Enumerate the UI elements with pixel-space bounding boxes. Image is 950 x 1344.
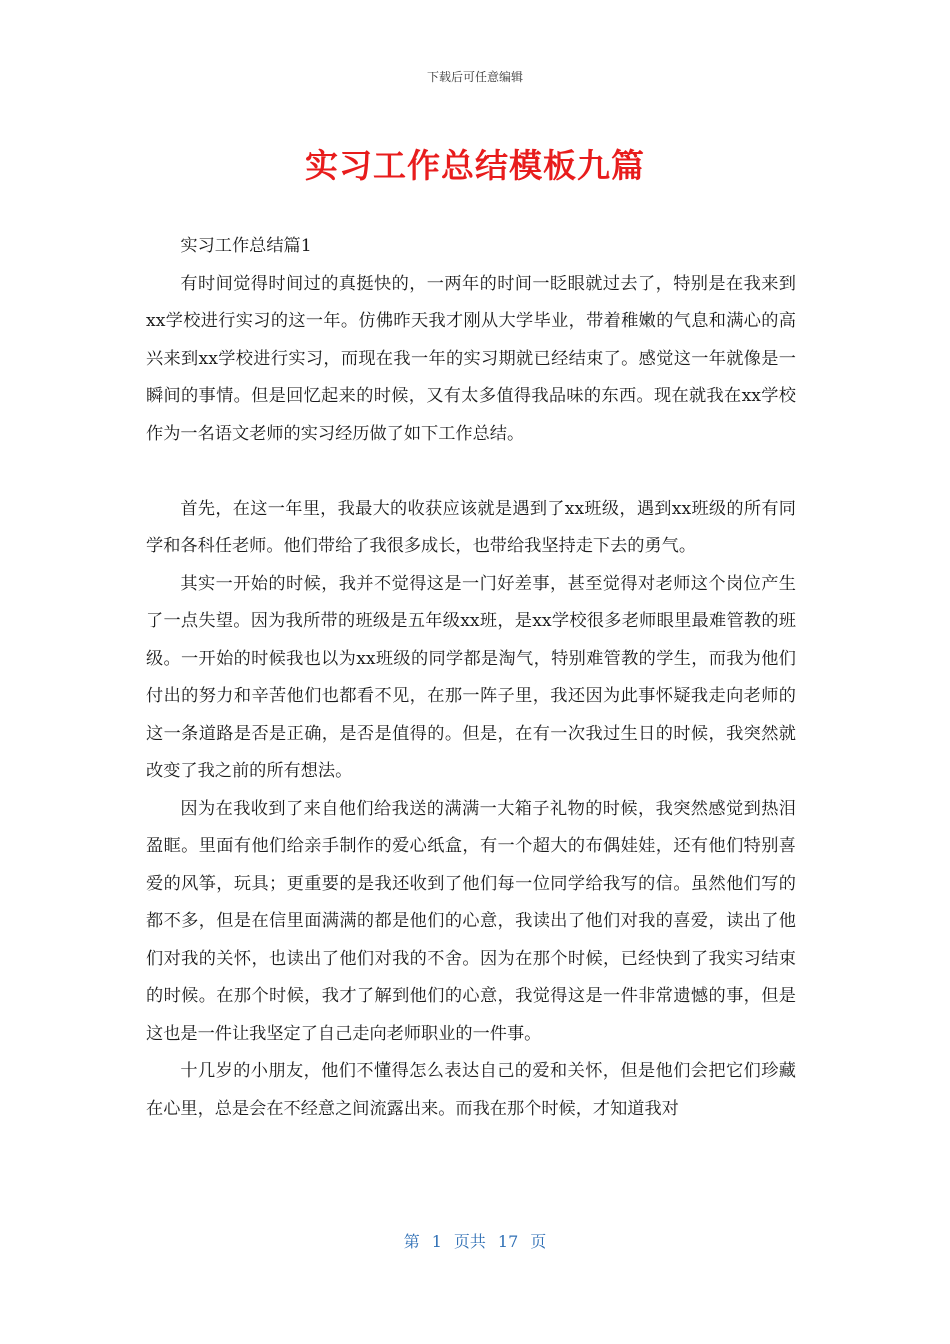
- paragraph: 十几岁的小朋友，他们不懂得怎么表达自己的爱和关怀，但是他们会把它们珍藏在心里，总是会在不经意之间流露出来。而我在那个时候，才知道我对: [146, 1061, 796, 1119]
- section-heading: 实习工作总结篇1: [180, 236, 312, 256]
- paragraph: 其实一开始的时候，我并不觉得这是一门好差事，甚至觉得对老师这个岗位产生了一点失望。因为我所带的班级是五年级xx班，是xx学校很多老师眼里最难管教的班级。一开始的时候我也以为xx班级的同学都是淘气，特别难管教的学生，而我为他们付出的努力和辛苦他们也都看不见，在那一阵子里，我还因为此事怀疑我走向老师的这一条道路是否是正确，是否是值得的。但是，在有一次我过生日的时候，我突然就改变了我之前的所有想法。: [146, 573, 796, 781]
- page-footer: [0, 1229, 950, 1252]
- footer-page-total: 17: [497, 1232, 519, 1251]
- paragraph: 有时间觉得时间过的真挺快的，一两年的时间一眨眼就过去了，特别是在我来到xx学校进行实习的这一年。仿佛昨天我才刚从大学毕业，带着稚嫩的气息和满心的高兴来到xx学校进行实习，而现在我一年的实习期就已经结束了。感觉这一年就像是一瞬间的事情。但是回忆起来的时候，又有太多值得我品味的东西。现在就我在xx学校作为一名语文老师的实习经历做了如下工作总结。: [146, 273, 796, 444]
- footer-page-mid: 页共: [453, 1232, 486, 1251]
- footer-page-end: 页: [530, 1232, 547, 1251]
- header-note: 下载后可任意编辑: [426, 70, 523, 84]
- footer-page-label: 第: [403, 1232, 420, 1251]
- document-body: [146, 228, 796, 1128]
- paragraph: 因为在我收到了来自他们给我送的满满一大箱子礼物的时候，我突然感觉到热泪盈眶。里面有他们给亲手制作的爱心纸盒，有一个超大的布偶娃娃，还有他们特别喜爱的风筝，玩具；更重要的是我还收到了他们每一位同学给我写的信。虽然他们写的都不多，但是在信里面满满的都是他们的心意，我读出了他们对我的喜爱，读出了他们对我的关怀，也读出了他们对我的不舍。因为在那个时候，已经快到了我实习结束的时候。在那个时候，我才了解到他们的心意，我觉得这是一件非常遗憾的事，但是这也是一件让我坚定了自己走向老师职业的一件事。: [146, 798, 796, 1044]
- document-title: 实习工作总结模板九篇: [305, 146, 645, 185]
- footer-page-current: 1: [431, 1232, 442, 1251]
- paragraph: 首先，在这一年里，我最大的收获应该就是遇到了xx班级，遇到xx班级的所有同学和各科任老师。他们带给了我很多成长，也带给我坚持走下去的勇气。: [146, 498, 796, 556]
